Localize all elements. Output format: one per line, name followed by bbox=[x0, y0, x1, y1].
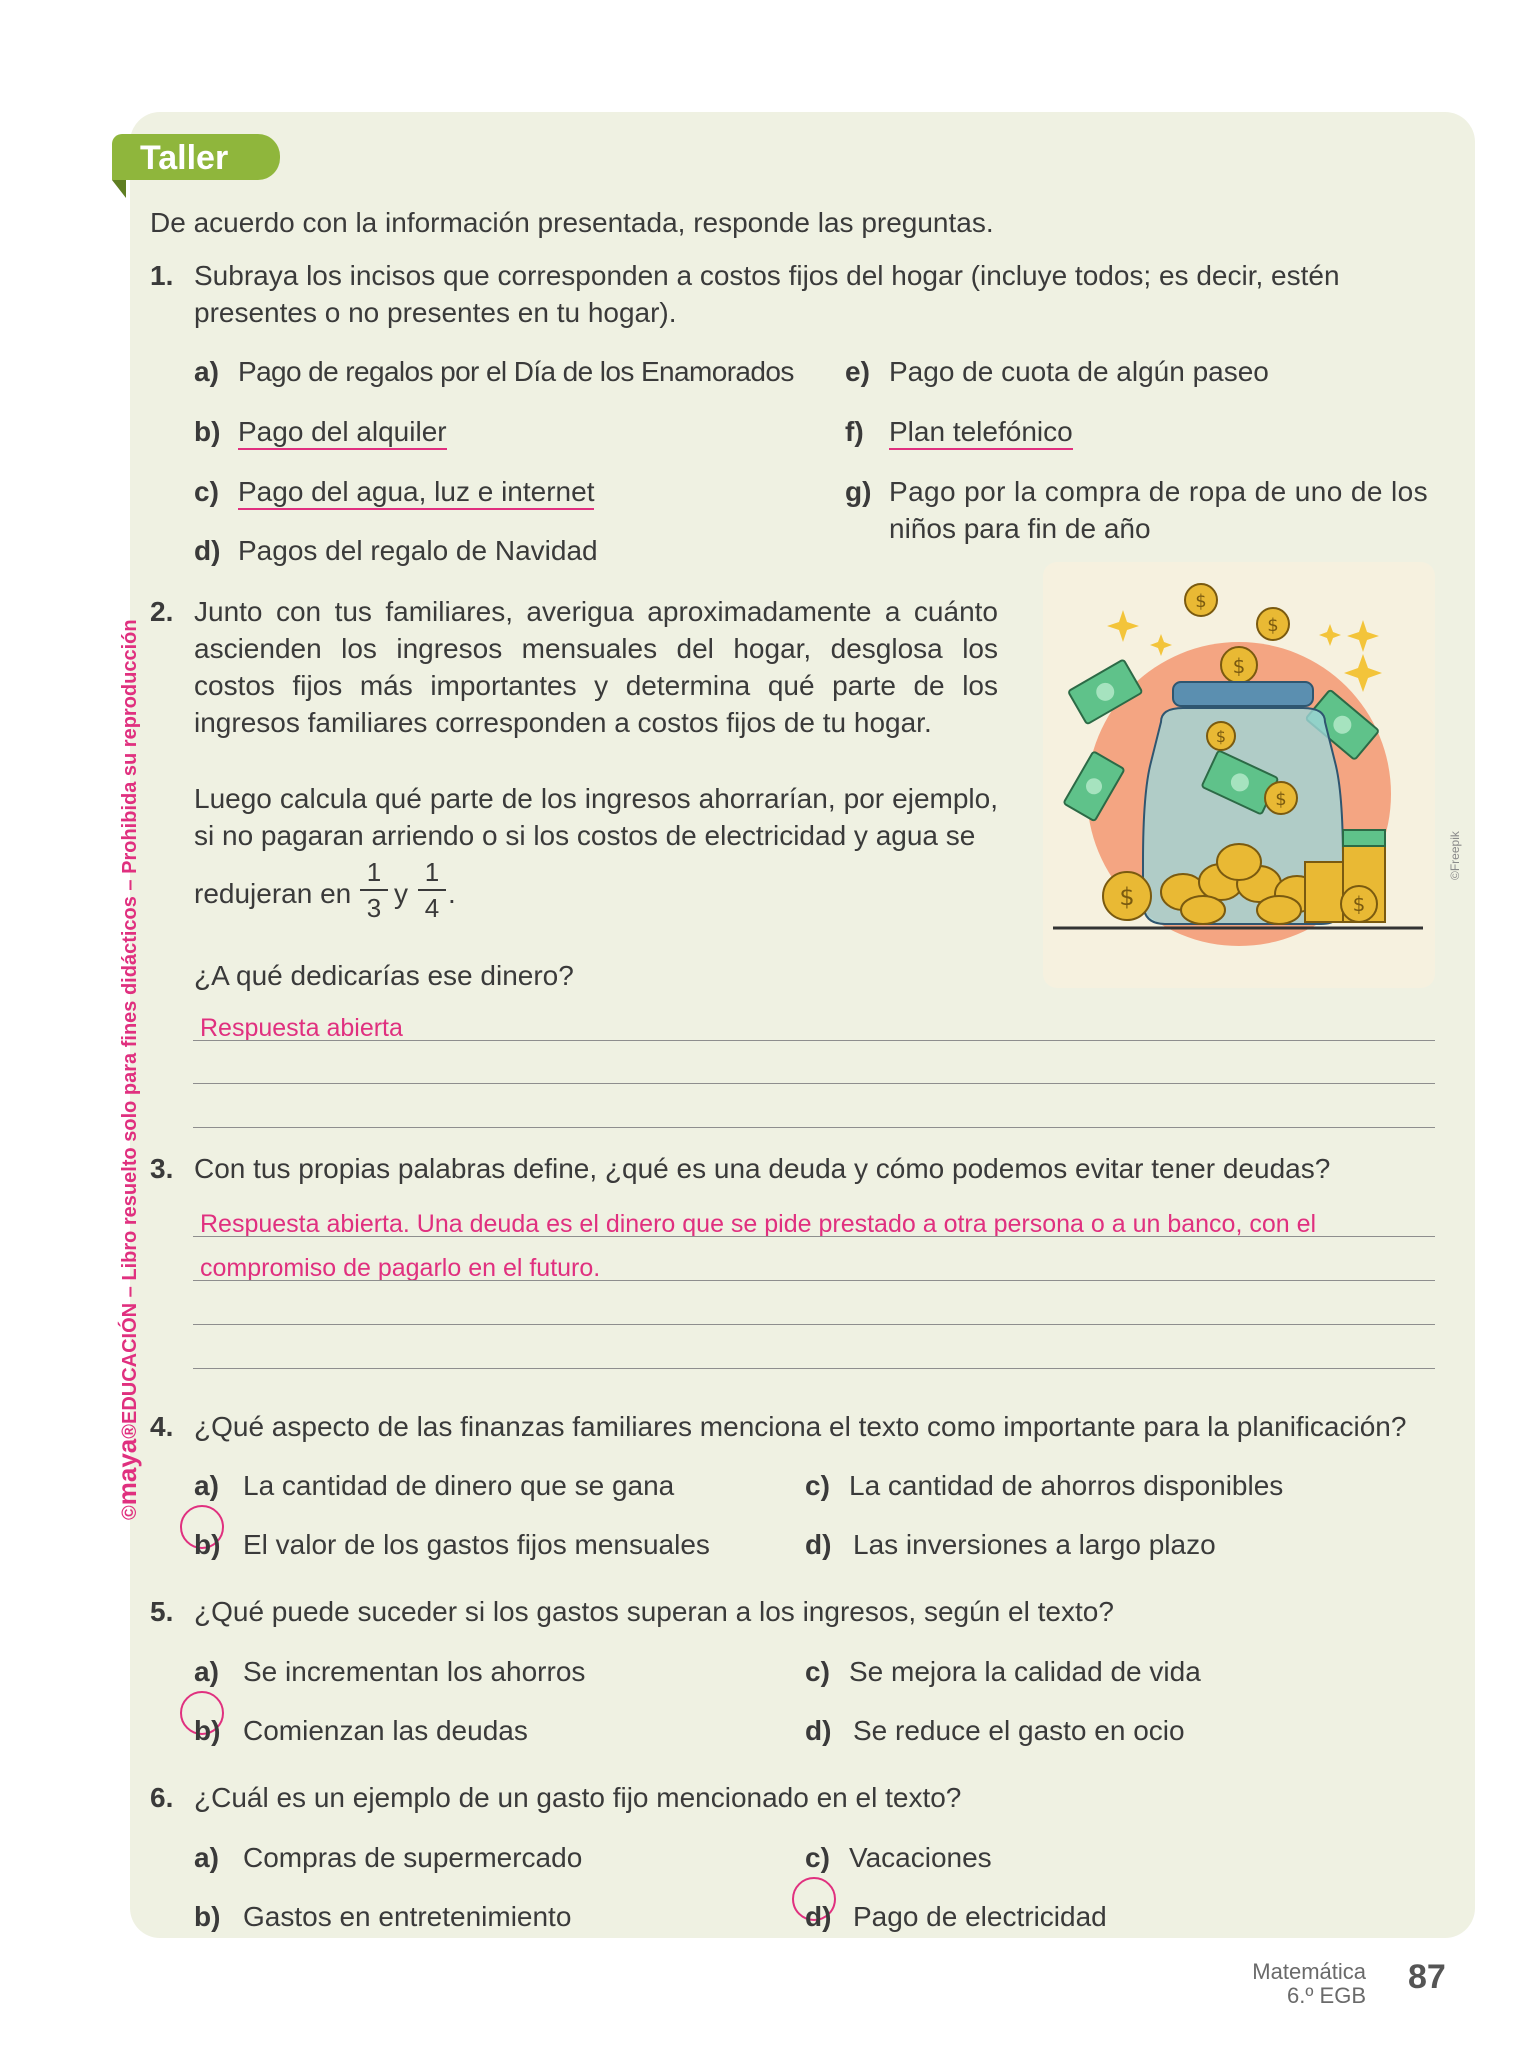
intro-text: De acuerdo con la información presentada, responde las preguntas. bbox=[150, 207, 994, 238]
q2-and: y bbox=[394, 878, 408, 909]
coin-icon bbox=[1185, 584, 1217, 616]
q2-period: . bbox=[448, 878, 456, 909]
money-jar-illustration bbox=[1043, 562, 1435, 988]
q5-text: ¿Qué puede suceder si los gastos superan a los ingresos, según el texto? bbox=[194, 1596, 1114, 1627]
answer-line bbox=[193, 1280, 1435, 1281]
q6-option-c-letter: c) bbox=[805, 1842, 830, 1873]
q5-number: 5. bbox=[150, 1596, 174, 1627]
q3-answer-line1[interactable]: Respuesta abierta. Una deuda es el dinero que se pide prestado a otra persona o a un banco, con el bbox=[200, 1210, 1317, 1238]
sparkle-icon bbox=[1344, 654, 1382, 692]
q4-option-d-letter: d) bbox=[805, 1529, 832, 1560]
jar-lid bbox=[1173, 682, 1313, 706]
brand-logo-text: maya bbox=[112, 1438, 142, 1506]
q2-answer[interactable]: Respuesta abierta bbox=[200, 1014, 403, 1042]
answer-line bbox=[193, 1324, 1435, 1325]
sparkle-icon bbox=[1150, 634, 1172, 656]
q5-option-c[interactable]: Se mejora la calidad de vida bbox=[849, 1656, 1201, 1687]
q6-option-c[interactable]: Vacaciones bbox=[849, 1842, 992, 1873]
q1-option-c[interactable]: Pago del agua, luz e internet bbox=[238, 476, 594, 510]
q2-question: ¿A qué dedicarías ese dinero? bbox=[194, 960, 574, 991]
q4-option-b[interactable]: El valor de los gastos fijos mensuales bbox=[243, 1529, 710, 1560]
registered-symbol: ® bbox=[119, 1424, 141, 1439]
q1-option-b[interactable]: Pago del alquiler bbox=[238, 416, 447, 450]
coin-icon bbox=[1341, 886, 1377, 922]
q6-option-b[interactable]: Gastos en entretenimiento bbox=[243, 1901, 572, 1932]
q1-option-d-letter: d) bbox=[194, 535, 221, 566]
q2-number: 2. bbox=[150, 596, 174, 627]
q3-answer-line2[interactable]: compromiso de pagarlo en el futuro. bbox=[200, 1254, 601, 1282]
fraction-1-numerator: 1 bbox=[366, 857, 382, 887]
answer-line bbox=[193, 1040, 1435, 1041]
money-jar-drawing bbox=[1043, 562, 1435, 988]
sparkle-icon bbox=[1107, 610, 1139, 642]
q3-text: Con tus propias palabras define, ¿qué es una deuda y cómo podemos evitar tener deudas? bbox=[194, 1153, 1331, 1184]
svg-text:$: $ bbox=[1275, 789, 1287, 810]
q6-option-a[interactable]: Compras de supermercado bbox=[243, 1842, 583, 1873]
coin-icon bbox=[1207, 722, 1235, 750]
page-number: 87 bbox=[1408, 1958, 1446, 1996]
fraction-2-numerator: 1 bbox=[424, 857, 440, 887]
q2-paragraph-1: Junto con tus familiares, averigua aproximadamente a cuánto ascienden los ingresos mensuales del hogar, desglosa los costos fijos más importantes y determina qué parte de los ingresos familiares corresponden a costos fijos de tu hogar. bbox=[194, 596, 998, 738]
q1-number: 1. bbox=[150, 260, 174, 291]
q2-reduce-text: redujeran en bbox=[194, 878, 352, 909]
fraction-bar bbox=[418, 889, 446, 891]
q4-option-d[interactable]: Las inversiones a largo plazo bbox=[853, 1529, 1216, 1560]
q2-paragraph-2: Luego calcula qué parte de los ingresos ahorrarían, por ejemplo, si no pagaran arriendo o si los costos de electricidad y agua se bbox=[194, 783, 998, 851]
answer-line bbox=[193, 1236, 1435, 1237]
q1-option-g-line2[interactable]: niños para fin de año bbox=[889, 513, 1151, 544]
coin-icon bbox=[1257, 608, 1289, 640]
q1-option-c-letter: c) bbox=[194, 476, 219, 507]
svg-text:$: $ bbox=[1267, 615, 1279, 636]
copyright-symbol: © bbox=[119, 1505, 141, 1520]
q4-option-a-letter: a) bbox=[194, 1470, 219, 1501]
answer-line bbox=[193, 1083, 1435, 1084]
svg-text:$: $ bbox=[1352, 892, 1366, 916]
q5-option-c-letter: c) bbox=[805, 1656, 830, 1687]
q1-option-e[interactable]: Pago de cuota de algún paseo bbox=[889, 356, 1269, 387]
q1-text-line2: presentes o no presentes en tu hogar). bbox=[194, 297, 677, 328]
fraction-2-denominator: 4 bbox=[424, 893, 440, 923]
fraction-one-fourth bbox=[418, 857, 446, 923]
image-credit: ©Freepik bbox=[1448, 831, 1462, 880]
sparkle-icon bbox=[1347, 620, 1379, 652]
q5-option-a-letter: a) bbox=[194, 1656, 219, 1687]
q1-option-a[interactable]: Pago de regalos por el Día de los Enamorados bbox=[238, 356, 794, 387]
coin-icon bbox=[1265, 782, 1297, 814]
svg-text:$: $ bbox=[1215, 727, 1227, 746]
answer-line bbox=[193, 1368, 1435, 1369]
footer-grade: 6.º EGB bbox=[1287, 1983, 1366, 2008]
footer-subject-block bbox=[1252, 1960, 1366, 2008]
q4-option-c[interactable]: La cantidad de ahorros disponibles bbox=[849, 1470, 1284, 1501]
q1-option-e-letter: e) bbox=[845, 356, 870, 387]
q6-option-d-letter: d) bbox=[805, 1901, 832, 1932]
footer-subject: Matemática bbox=[1252, 1959, 1366, 1984]
tag-fold bbox=[112, 180, 126, 198]
svg-text:$: $ bbox=[1195, 591, 1207, 612]
fraction-1-denominator: 3 bbox=[366, 893, 382, 923]
coin-icon bbox=[1103, 872, 1151, 920]
sparkle-icon bbox=[1319, 624, 1341, 646]
svg-text:$: $ bbox=[1119, 883, 1135, 911]
q5-option-b-letter: b) bbox=[194, 1715, 221, 1746]
q3-number: 3. bbox=[150, 1153, 174, 1184]
q5-option-d[interactable]: Se reduce el gasto en ocio bbox=[853, 1715, 1185, 1746]
q4-text: ¿Qué aspecto de las finanzas familiares menciona el texto como importante para la planificación? bbox=[194, 1411, 1407, 1442]
q6-text: ¿Cuál es un ejemplo de un gasto fijo mencionado en el texto? bbox=[194, 1782, 962, 1813]
side-rest: EDUCACIÓN – Libro resuelto solo para fines didácticos – Prohibida su reproducción bbox=[119, 619, 141, 1424]
q4-number: 4. bbox=[150, 1411, 174, 1442]
q1-option-f-letter: f) bbox=[845, 416, 864, 447]
q1-option-b-letter: b) bbox=[194, 416, 221, 447]
q6-option-d[interactable]: Pago de electricidad bbox=[853, 1901, 1107, 1932]
q5-option-d-letter: d) bbox=[805, 1715, 832, 1746]
side-copyright-text bbox=[113, 560, 141, 1520]
q5-option-a[interactable]: Se incrementan los ahorros bbox=[243, 1656, 586, 1687]
q6-option-b-letter: b) bbox=[194, 1901, 221, 1932]
q1-option-g-line1[interactable]: Pago por la compra de ropa de uno de los bbox=[889, 476, 1429, 507]
coin-icon bbox=[1221, 647, 1257, 683]
q4-option-a[interactable]: La cantidad de dinero que se gana bbox=[243, 1470, 675, 1501]
q4-option-c-letter: c) bbox=[805, 1470, 830, 1501]
q1-option-f[interactable]: Plan telefónico bbox=[889, 416, 1073, 450]
q1-option-d[interactable]: Pagos del regalo de Navidad bbox=[238, 535, 598, 566]
q6-number: 6. bbox=[150, 1782, 174, 1813]
workshop-tag: Taller bbox=[112, 134, 280, 180]
fraction-bar bbox=[360, 889, 388, 891]
q1-text-line1: Subraya los incisos que corresponden a costos fijos del hogar (incluye todos; es decir, estén bbox=[194, 260, 1340, 291]
q6-option-a-letter: a) bbox=[194, 1842, 219, 1873]
q5-option-b[interactable]: Comienzan las deudas bbox=[243, 1715, 528, 1746]
q4-option-b-letter: b) bbox=[194, 1529, 221, 1560]
svg-text:$: $ bbox=[1232, 654, 1246, 678]
answer-line bbox=[193, 1127, 1435, 1128]
fraction-one-third bbox=[360, 857, 388, 923]
q1-option-a-letter: a) bbox=[194, 356, 219, 387]
q1-option-g-letter: g) bbox=[845, 476, 872, 507]
